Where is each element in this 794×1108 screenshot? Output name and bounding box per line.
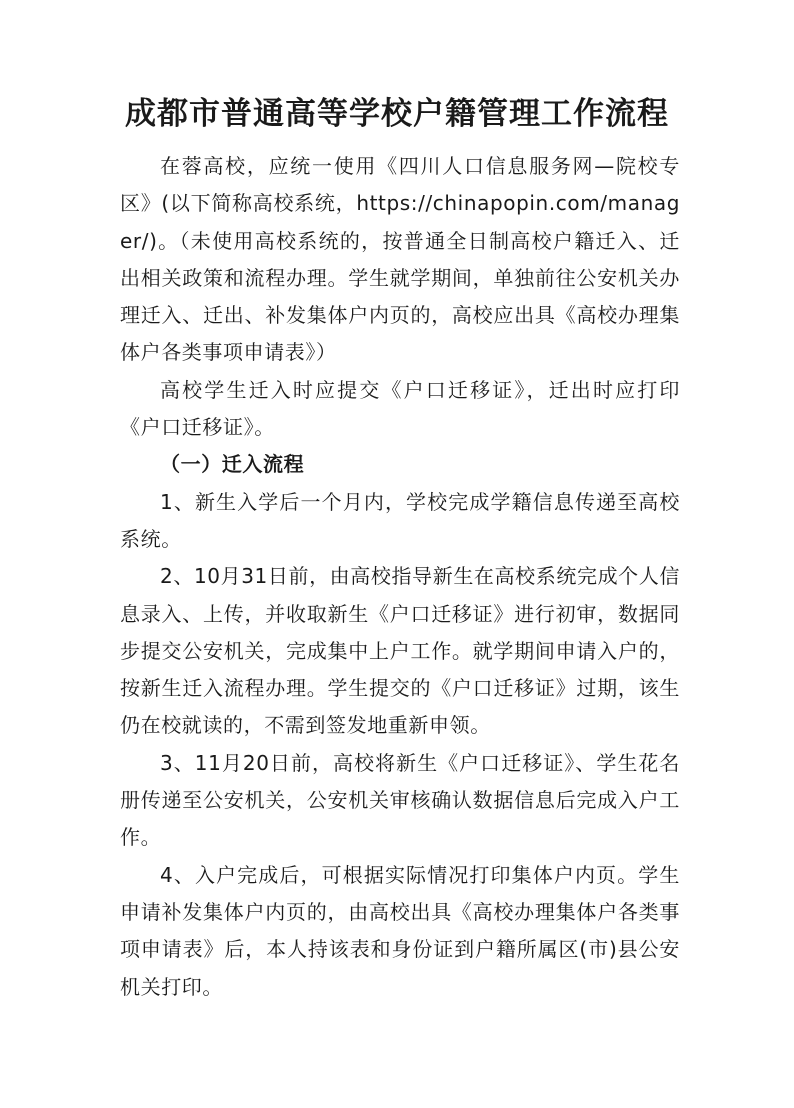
page-title: 成都市普通高等学校户籍管理工作流程 — [125, 96, 669, 132]
document-body — [120, 148, 680, 1006]
step-1: 1、新生入学后一个月内，学校完成学籍信息传递至高校系统。 — [120, 489, 680, 551]
step-4: 4、入户完成后，可根据实际情况打印集体户内页。学生申请补发集体户内页的，由高校出具《高校办理集体户各类事项申请表》后，本人持该表和身份证到户籍所属区(市)县公安机关打印。 — [120, 862, 680, 999]
step-3: 3、11月20日前，高校将新生《户口迁移证》、学生花名册传递至公安机关，公安机关审核确认数据信息后完成入户工作。 — [120, 750, 680, 850]
intro-paragraph-1: 在蓉高校，应统一使用《四川人口信息服务网—院校专区》(以下简称高校系统，https://chinapopin.com/manager/)。（未使用高校系统的，按普通全日制高校户籍迁入、迁出相关政策和流程办理。学生就学期间，单独前往公安机关办理迁入、迁出、补发集体户内页的，高校应出具《高校办理集体户各类事项申请表》） — [120, 154, 680, 365]
section-heading: （一）迁入流程 — [160, 452, 305, 477]
step-2: 2、10月31日前，由高校指导新生在高校系统完成个人信息录入、上传，并收取新生《户口迁移证》进行初审，数据同步提交公安机关，完成集中上户工作。就学期间申请入户的，按新生迁入流程办理。学生提交的《户口迁移证》过期，该生仍在校就读的，不需到签发地重新申领。 — [120, 564, 680, 738]
intro-paragraph-2: 高校学生迁入时应提交《户口迁移证》，迁出时应打印《户口迁移证》。 — [120, 377, 680, 440]
